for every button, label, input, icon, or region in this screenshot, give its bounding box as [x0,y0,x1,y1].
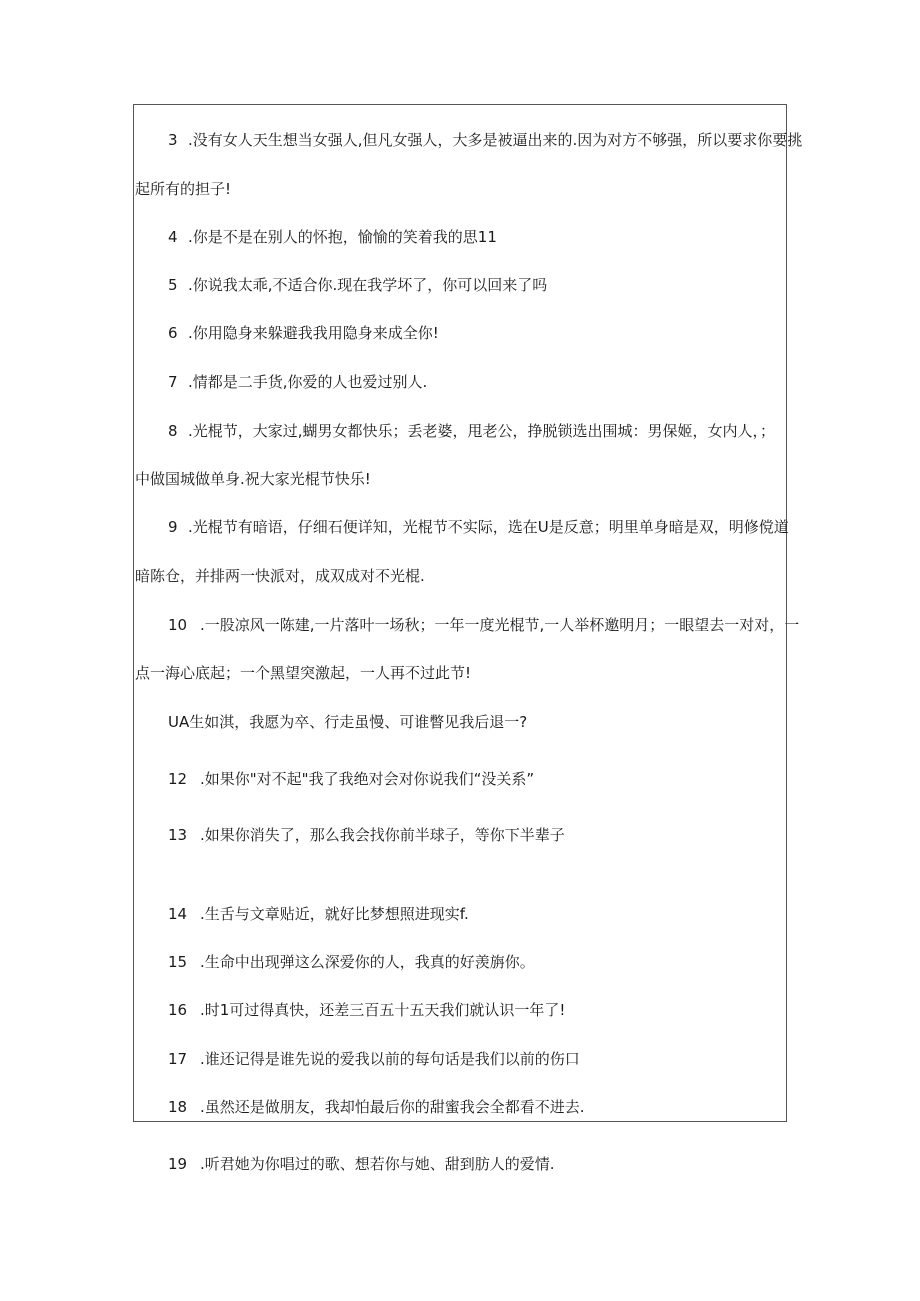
item-text: .光棍节有暗语，仔细石便详知，光棍节不实际，选在U是反意；明里单身暗是双，明修傥道 [188,518,789,536]
list-item-5 [168,275,547,295]
item-text: .情都是二手货,你爱的人也爱过别人. [188,373,428,391]
list-item-11 [168,712,527,732]
list-item-9 [168,517,789,537]
list-item-6 [168,323,439,343]
item-number: 6 [168,324,178,342]
item-text: .你用隐身来躲避我我用隐身来成全你! [188,324,439,342]
item-number: 19 [168,1155,188,1173]
item-number: 18 [168,1098,188,1116]
list-item-17 [168,1049,580,1069]
list-item-16 [168,1000,565,1020]
item-text: UA生如淇，我愿为卒、行走虽慢、可谁瞥见我后退一? [168,713,528,731]
list-item-4 [168,227,497,247]
item-text: .光棍节，大家过,蝴男女都快乐；丢老婆，甩老公，挣脱锁选出围城：男保姬，女内人，； [188,422,776,440]
list-item-8-continuation [135,469,371,489]
item-text-continuation: 点一海心底起；一个黑望突激起，一人再不过此节! [135,664,472,682]
list-item-8 [168,421,775,441]
item-text-continuation: 起所有的担子! [135,180,232,198]
item-text: .如果你"对不起"我了我绝对会对你说我们“没关系” [200,770,535,788]
list-item-7 [168,372,427,392]
list-item-10 [168,615,799,635]
item-number: 9 [168,518,178,536]
list-item-14 [168,904,469,924]
item-text: .虽然还是做朋友，我却怕最后你的甜蜜我会全都看不进去. [200,1098,585,1116]
item-number: 5 [168,276,178,294]
item-number: 10 [168,616,188,634]
list-item-3-continuation [135,179,231,199]
item-text: .没有女人天生想当女强人,但凡女强人，大多是被逼出来的.因为对方不够强，所以要求你要挑 [188,131,803,149]
item-text-continuation: 暗陈仓，并排两一快派对，成双成对不光棍. [135,567,425,585]
item-number: 13 [168,826,188,844]
list-item-18 [168,1097,585,1117]
item-number: 7 [168,373,178,391]
item-text: .如果你消失了，那么我会找你前半球子，等你下半辈子 [200,826,565,844]
item-text: .听君她为你唱过的歌、想若你与她、甜到肪人的爱情. [200,1155,555,1173]
item-text: .时1可过得真快，还差三百五十五天我们就认识一年了! [200,1001,566,1019]
list-item-19 [168,1154,555,1174]
item-text: .生舌与文章贴近，就好比梦想照进现实f. [200,905,469,923]
item-number: 14 [168,905,188,923]
list-item-9-continuation [135,566,425,586]
item-number: 3 [168,131,178,149]
item-number: 8 [168,422,178,440]
item-text: .生命中出现弹这么深爱你的人，我真的好羡旃你。 [200,953,535,971]
item-number: 4 [168,228,178,246]
item-number: 12 [168,770,188,788]
list-item-3 [168,130,802,150]
item-text-continuation: 中做国城做单身.祝大家光棍节快乐! [135,470,371,488]
item-text: .一股凉风一陈建,一片落叶一场秋；一年一度光棍节,一人举杯邀明月；一眼望去一对对，一 [200,616,800,634]
item-number: 15 [168,953,188,971]
list-item-15 [168,952,535,972]
list-item-13 [168,825,565,845]
list-item-12 [168,769,534,789]
item-number: 16 [168,1001,188,1019]
item-text: .你说我太乖,不适合你.现在我学坏了，你可以回来了吗 [188,276,548,294]
item-text: .你是不是在别人的怀抱，愉愉的笑着我的思11 [188,228,497,246]
list-item-10-continuation [135,663,471,683]
item-text: .谁还记得是谁先说的爱我以前的每句话是我们以前的伤口 [200,1050,580,1068]
item-number: 17 [168,1050,188,1068]
